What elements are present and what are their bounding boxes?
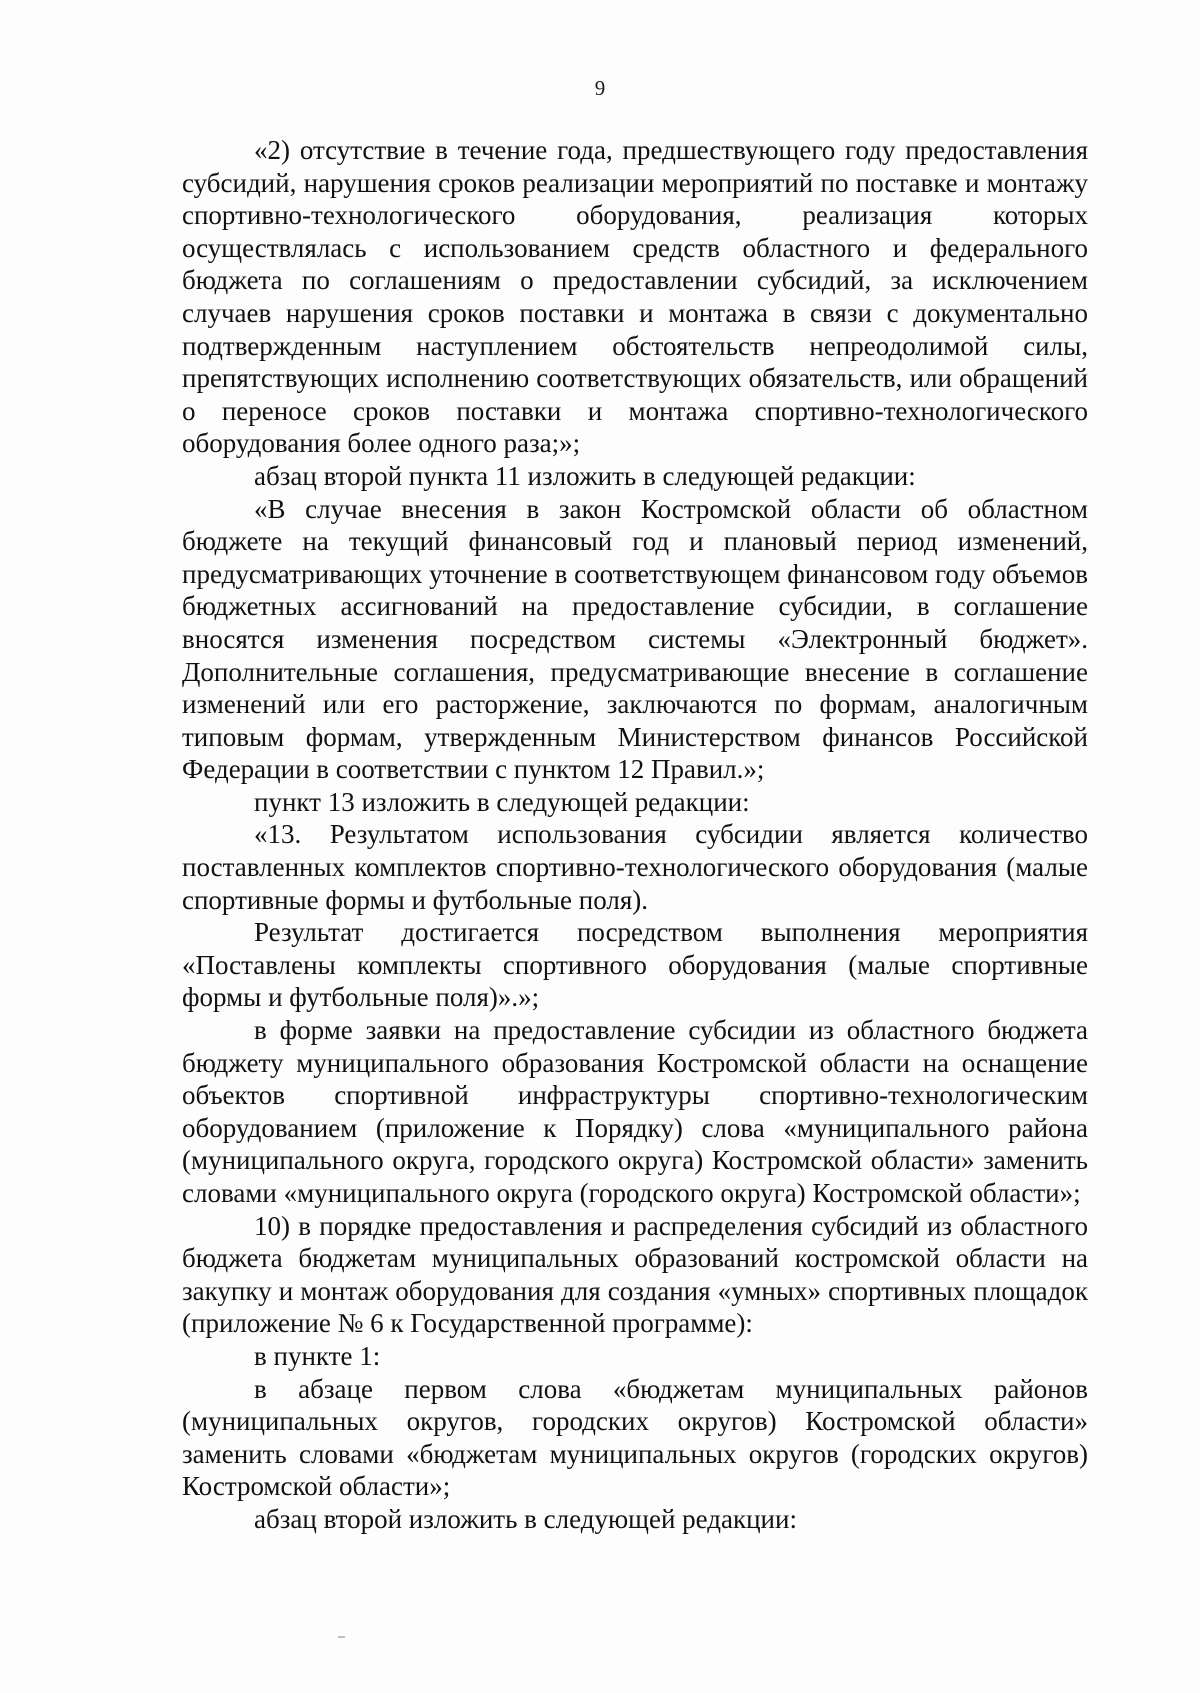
paragraph-subitem-2: «2) отсутствие в течение года, предшествующего году предоставления субсидий, нарушения сроков реализации мероприятий по поставке и монтажу спортивно-технологического оборудования, реализация которых осуществлялась с использованием средств областного и федерального бюджета по соглашениям о предоставлении субсидий, за исключением случаев нарушения сроков поставки и монтажа в связи с документально подтвержденным наступлением обстоятельств непреодолимой силы, препятствующих исполнению соответствующих обязательств, или обращений о переносе сроков поставки и монтажа спортивно-технологического оборудования более одного раза;»;: [182, 135, 1088, 459]
paragraph-in-item-1: в пункте 1:: [254, 1340, 381, 1371]
paragraph-application-form: в форме заявки на предоставление субсидии из областного бюджета бюджету муниципального образования Костромской области на оснащение объектов спортивной инфраструктуры спортивно-технологическим оборудованием (приложение к Порядку) слова «муниципального района (муниципального округа, городского округа) Костромской области» заменить словами «муниципального округа (городского округа) Костромской области»;: [182, 1015, 1088, 1208]
paragraph-item-10: 10) в порядке предоставления и распределения субсидий из областного бюджета бюджетам муниципальных образований костромской области на закупку и монтаж оборудования для создания «умных» спортивных площадок (приложение № 6 к Государственной программе):: [182, 1210, 1088, 1339]
paragraph-first-paragraph-change: в абзаце первом слова «бюджетам муниципальных районов (муниципальных округов, городских округов) Костромской области» заменить словами «бюджетам муниципальных округов (городских округов) Костромской области»;: [182, 1373, 1088, 1502]
paragraph-instruction-item-11: абзац второй пункта 11 изложить в следующей редакции:: [254, 460, 916, 491]
document-body: [182, 134, 1088, 1536]
paragraph-new-wording-item-11: «В случае внесения в закон Костромской области об областном бюджете на текущий финансовый год и плановый период изменений, предусматривающих уточнение в соответствующем финансовом году объемов бюджетных ассигнований на предоставление субсидии, в соглашение вносятся изменения посредством системы «Электронный бюджет». Дополнительные соглашения, предусматривающие внесение в соглашение изменений или его расторжение, заключаются по формам, аналогичным типовым формам, утвержденным Министерством финансов Российской Федерации в соответствии с пунктом 12 Правил.»;: [182, 493, 1088, 785]
paragraph-item-13-result: «13. Результатом использования субсидии является количество поставленных комплектов спортивно-технологического оборудования (малые спортивные формы и футбольные поля).: [182, 819, 1088, 915]
paragraph-result-achieved: Результат достигается посредством выполнения мероприятия «Поставлены комплекты спортивного оборудования (малые спортивные формы и футбольные поля)».»;: [182, 917, 1088, 1013]
scan-artifact: [338, 1636, 345, 1638]
page-number: 9: [594, 76, 606, 100]
paragraph-second-paragraph-instruction: абзац второй изложить в следующей редакции:: [254, 1503, 797, 1534]
paragraph-instruction-item-13: пункт 13 изложить в следующей редакции:: [254, 786, 750, 817]
